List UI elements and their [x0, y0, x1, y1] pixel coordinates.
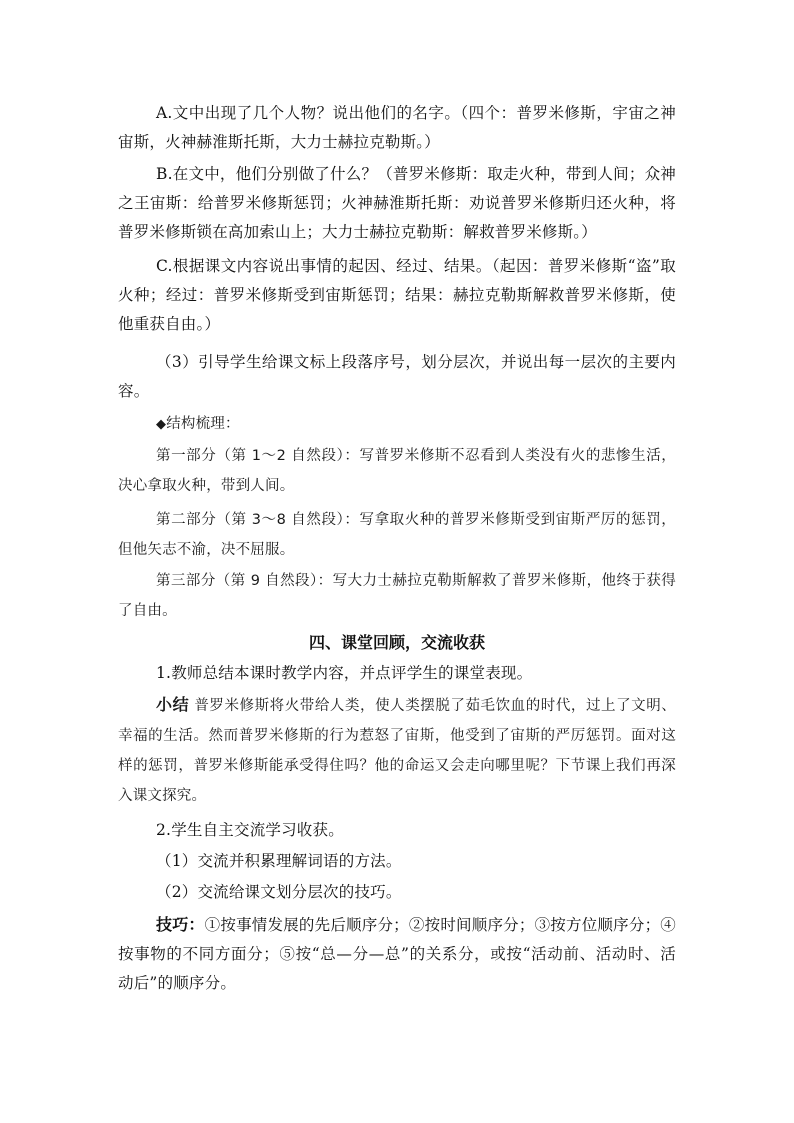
section-4-item-1: 1.教师总结本课时教学内容，并点评学生的课堂表现。 [156, 664, 533, 682]
structure-part-3: 第三部分（第 9 自然段）：写大力士赫拉克勒斯解救了普罗米修斯，他终于获得了自由。 [118, 573, 676, 619]
summary-paragraph [118, 690, 676, 811]
step-3-instruction: （3）引导学生给课文标上段落序号，划分层次，并说出每一层次的主要内容。 [118, 353, 676, 400]
diamond-icon: ◆ [156, 417, 167, 432]
section-4-item-2: 2.学生自主交流学习收获。 [156, 821, 344, 839]
summary-text: 普罗米修斯将火带给人类，使人类摆脱了茹毛饮血的时代，过上了文明、幸福的生活。然而普罗米修斯的行为惹怒了宙斯，他受到了宙斯的严厉惩罚。面对这样的惩罚，普罗米修斯能承受得住吗？他的命运又会走向哪里呢？下节课上我们再深入课文探究。 [118, 698, 677, 804]
summary-label: 小结 [156, 695, 190, 714]
question-a: A.文中出现了几个人物？说出他们的名字。（四个：普罗米修斯，宇宙之神宙斯，火神赫淮斯托斯，大力士赫拉克勒斯。） [118, 104, 676, 151]
structure-part-2: 第二部分（第 3～8 自然段）：写拿取火种的普罗米修斯受到宙斯严厉的惩罚，但他矢志不渝，决不屈服。 [118, 512, 676, 558]
structure-part-1: 第一部分（第 1～2 自然段）：写普罗米修斯不忍看到人类没有火的悲惨生活，决心拿取火种，带到人间。 [118, 448, 676, 494]
section-4-heading: 四、课堂回顾，交流收获 [308, 633, 485, 652]
sub-item-2: （2）交流给课文划分层次的技巧。 [156, 883, 402, 901]
structure-title-text: 结构梳理： [166, 416, 240, 432]
structure-title [118, 409, 676, 440]
tips-paragraph [118, 910, 676, 998]
sub-item-1: （1）交流并积累理解词语的方法。 [156, 852, 402, 870]
question-b: B.在文中，他们分别做了什么？（普罗米修斯：取走火种，带到人间；众神之王宙斯：给普罗米修斯惩罚；火神赫淮斯托斯：劝说普罗米修斯归还火种，将普罗米修斯锁在高加索山上；大力士赫拉克勒斯：解救普罗米修斯。） [118, 165, 676, 241]
tips-text: ①按事情发展的先后顺序分；②按时间顺序分；③按方位顺序分；④按事物的不同方面分；⑤按“总—分—总”的关系分，或按“活动前、活动时、活动后”的顺序分。 [118, 916, 676, 992]
question-c: C.根据课文内容说出事情的起因、经过、结果。（起因：普罗米修斯“盗”取火种；经过：普罗米修斯受到宙斯惩罚；结果：赫拉克勒斯解救普罗米修斯，使他重获自由。） [118, 257, 676, 333]
tips-label: 技巧： [156, 915, 205, 934]
